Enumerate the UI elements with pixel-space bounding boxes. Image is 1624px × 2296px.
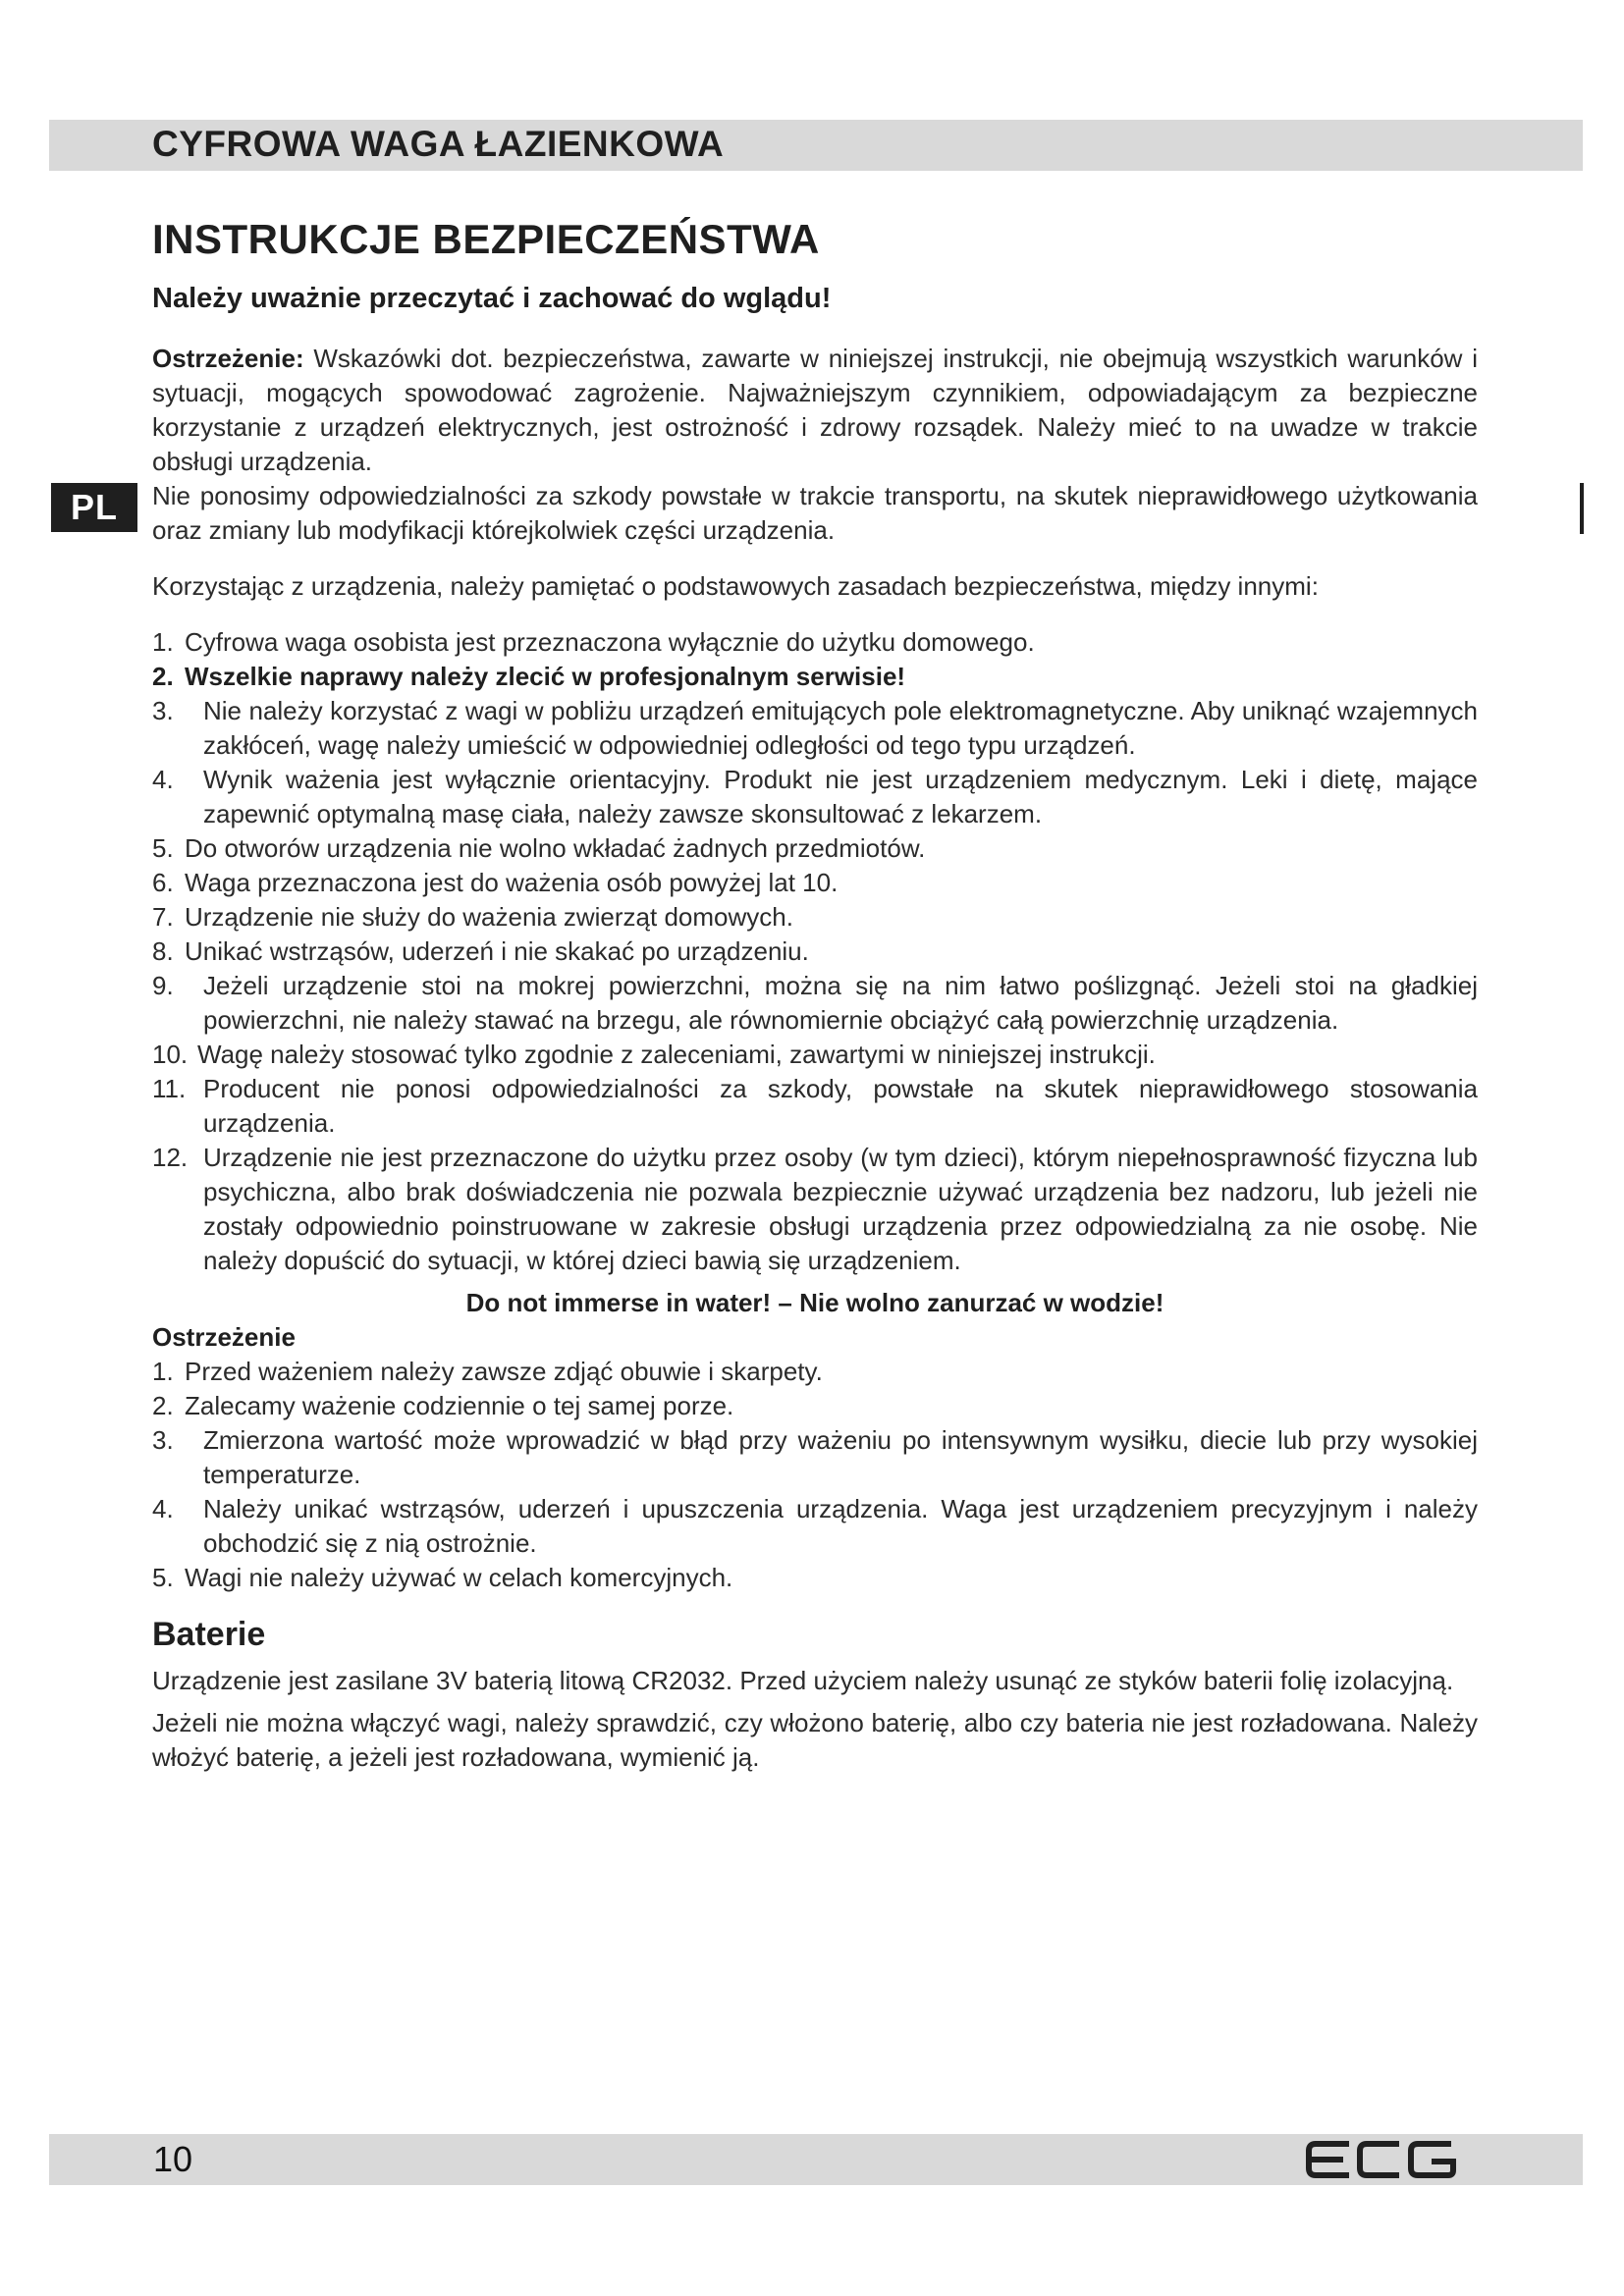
list-item: 4. Należy unikać wstrząsów, uderzeń i upuszczenia urządzenia. Waga jest urządzeniem precyzyjnym i należy obchodzić się z nią ostrożnie. <box>152 1494 1478 1558</box>
list-item: 1. Przed ważeniem należy zawsze zdjąć obuwie i skarpety. <box>152 1357 823 1386</box>
list-item: 2. Wszelkie naprawy należy zlecić w profesjonalnym serwisie! <box>152 662 906 691</box>
list-item: 6. Waga przeznaczona jest do ważenia osób powyżej lat 10. <box>152 868 839 897</box>
list-item: 3. Zmierzona wartość może wprowadzić w błąd przy ważeniu po intensywnym wysiłku, diecie lub przy wysokiej temperaturze. <box>152 1425 1478 1489</box>
list-item: 2. Zalecamy ważenie codziennie o tej samej porze. <box>152 1391 734 1420</box>
language-tab: PL <box>51 483 137 532</box>
list-item: 12. Urządzenie nie jest przeznaczone do użytku przez osoby (w tym dzieci), którym niepełnosprawność fizyczna lub psychiczna, albo brak doświadczenia nie pozwala bezpiecznie używać urządzenia bez nadzoru, lub jeżeli nie zostały odpowiednio poinstruowane w zakresie obsługi urządzenia przez odpowiedzialną za nie osobę. Nie należy dopuścić do sytuacji, w której dzieci bawią się urządzeniem. <box>152 1143 1478 1275</box>
warning-section-title: Ostrzeżenie <box>152 1322 296 1352</box>
list-item: 5. Do otworów urządzenia nie wolno wkładać żadnych przedmiotów. <box>152 833 926 863</box>
list-item: 1. Cyfrowa waga osobista jest przeznaczona wyłącznie do użytku domowego. <box>152 627 1035 657</box>
document-header-title: CYFROWA WAGA ŁAZIENKOWA <box>152 124 725 164</box>
list-item: 7. Urządzenie nie służy do ważenia zwierząt domowych. <box>152 902 793 932</box>
page-number: 10 <box>153 2139 193 2179</box>
ecg-logo <box>1306 2140 1458 2179</box>
safety-rules-list <box>152 625 1478 1278</box>
page-subtitle: Należy uważnie przeczytać i zachować do wglądu! <box>152 283 832 314</box>
liability-paragraph: Nie ponosimy odpowiedzialności za szkody powstałe w trakcie transportu, na skutek nieprawidłowego użytkowania oraz zmiany lub modyfikacji którejkolwiek części urządzenia. <box>152 481 1478 545</box>
batteries-title: Baterie <box>152 1616 266 1653</box>
warning-intro-paragraph <box>152 342 1478 479</box>
water-warning: Do not immerse in water! – Nie wolno zanurzać w wodzie! <box>465 1288 1164 1317</box>
list-item: 11. Producent nie ponosi odpowiedzialności za szkody, powstałe na skutek nieprawidłowego stosowania urządzenia. <box>152 1074 1478 1138</box>
list-item: 10. Wagę należy stosować tylko zgodnie z zaleceniami, zawartymi w niniejszej instrukcji. <box>152 1040 1156 1069</box>
page-content <box>152 210 1478 1775</box>
rules-intro: Korzystając z urządzenia, należy pamiętać o podstawowych zasadach bezpieczeństwa, między innymi: <box>152 571 1319 601</box>
warning-intro-text: Wskazówki dot. bezpieczeństwa, zawarte w niniejszej instrukcji, nie obejmują wszystkich warunków i sytuacji, mogących spowodować zagrożenie. Najważniejszym czynnikiem, odpowiadającym za bezpieczne korzystanie z urządzeń elektrycznych, jest ostrożność i zdrowy rozsądek. Należy mieć to na uwadze w trakcie obsługi urządzenia. <box>152 344 1478 476</box>
page-title: INSTRUKCJE BEZPIECZEŃSTWA <box>152 216 820 262</box>
batteries-paragraph-1: Urządzenie jest zasilane 3V baterią litową CR2032. Przed użyciem należy usunąć ze styków baterii folię izolacyjną. <box>152 1666 1454 1695</box>
list-item: 8. Unikać wstrząsów, uderzeń i nie skakać po urządzeniu. <box>152 936 809 966</box>
list-item: 4. Wynik ważenia jest wyłącznie orientacyjny. Produkt nie jest urządzeniem medycznym. Leki i dietę, mające zapewnić optymalną masę ciała, należy zawsze skonsultować z lekarzem. <box>152 765 1478 828</box>
list-item: 3. Nie należy korzystać z wagi w pobliżu urządzeń emitujących pole elektromagnetyczne. Aby uniknąć wzajemnych zakłóceń, wagę należy umieścić w odpowiedniej odległości od tego typu urządzeń. <box>152 696 1478 760</box>
warning-label: Ostrzeżenie: <box>152 344 304 373</box>
list-item: 9. Jeżeli urządzenie stoi na mokrej powierzchni, można się na nim łatwo poślizgnąć. Jeżeli stoi na gładkiej powierzchni, nie należy stawać na brzegu, ale równomiernie obciążyć całą powierzchnię urządzenia. <box>152 971 1478 1035</box>
list-item: 5. Wagi nie należy używać w celach komercyjnych. <box>152 1563 733 1592</box>
batteries-paragraph-2: Jeżeli nie można włączyć wagi, należy sprawdzić, czy włożono baterię, albo czy bateria nie jest rozładowana. Należy włożyć baterię, a jeżeli jest rozładowana, wymienić ją. <box>152 1708 1478 1772</box>
warning-list <box>152 1355 1478 1595</box>
margin-mark <box>1580 483 1584 534</box>
